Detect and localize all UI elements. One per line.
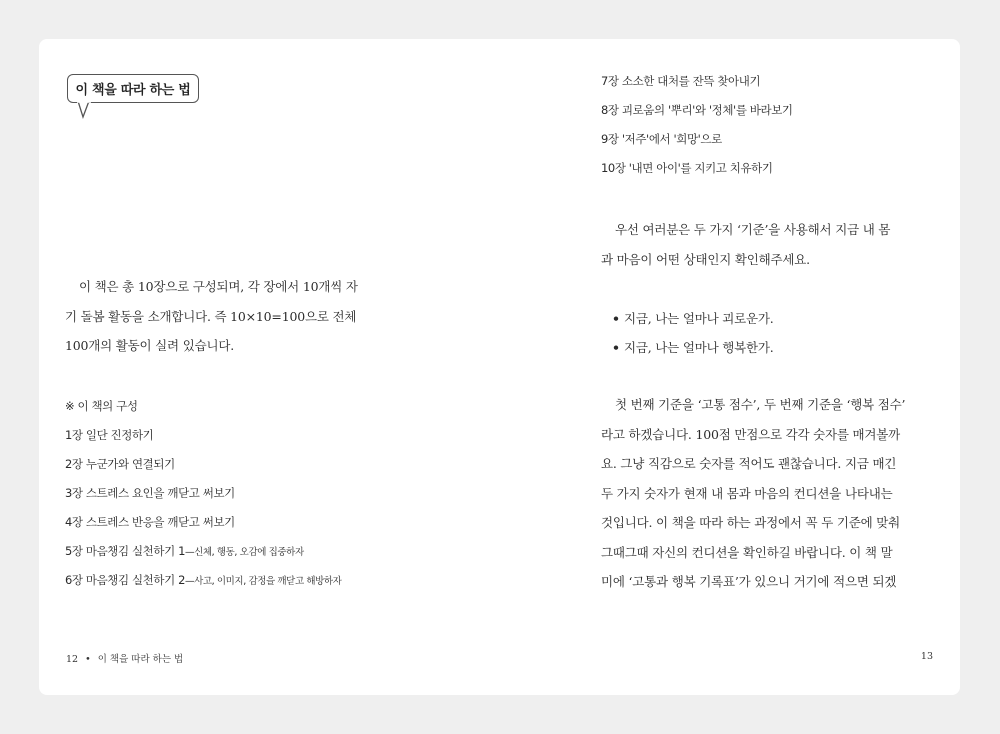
right-page xyxy=(499,39,960,695)
toc-item: 10장 '내면 아이'를 지키고 치유하기 xyxy=(601,161,773,175)
speech-bubble-tail-icon xyxy=(77,101,93,119)
criteria-paragraph: 우선 여러분은 두 가지 ‘기준’을 사용해서 지금 내 몸 과 마음이 어떤 상태인지 확인해주세요. xyxy=(601,222,891,267)
left-page xyxy=(39,39,499,695)
list-item: • 지금, 나는 얼마나 행복한가. xyxy=(612,340,774,355)
footer-left xyxy=(66,651,183,665)
question-list xyxy=(612,304,774,362)
toc-item: 6장 마음챙김 실천하기 2—사고, 이미지, 감정을 깨닫고 해방하자 xyxy=(65,573,342,587)
toc-item: 7장 소소한 대처를 잔뜩 찾아내기 xyxy=(601,74,761,88)
running-title: 이 책을 따라 하는 법 xyxy=(97,654,184,665)
toc-item: 2장 누군가와 연결되기 xyxy=(65,457,175,471)
toc-item: 9장 '저주'에서 '희망'으로 xyxy=(601,132,722,146)
book-spread xyxy=(39,39,960,695)
toc-item: 5장 마음챙김 실천하기 1—신체, 행동, 오감에 집중하자 xyxy=(65,544,304,558)
footer-bullet: • xyxy=(85,654,91,665)
toc-list-right xyxy=(601,67,793,183)
score-paragraph: 첫 번째 기준을 ‘고통 점수’, 두 번째 기준을 ‘행복 점수’ 라고 하겠습니다. 100점 만점으로 각각 숫자를 매겨볼까 요. 그냥 직감으로 숫자를 적어도 괜찮습니다. 지금 매긴 두 가지 숫자가 현재 내 몸과 마음의 컨디션을 나타내는 것입니다. 이 책을 따라 하는 과정에서 꼭 두 기준에 맞춰 그때그때 자신의 컨디션을 확인하길 바랍니다. 이 책 말 미에 ‘고통과 행복 기록표’가 있으니 거기에 적으면 되겠 xyxy=(601,397,906,589)
chapter-tag: 이 책을 따라 하는 법 xyxy=(67,74,199,103)
footer-right xyxy=(921,651,933,662)
toc-heading: ※ 이 책의 구성 xyxy=(65,399,138,413)
intro-paragraph: 이 책은 총 10장으로 구성되며, 각 장에서 10개씩 자 기 돌봄 활동을 소개합니다. 즉 10×10=100으로 전체 100개의 활동이 실려 있습니다. xyxy=(65,279,358,353)
list-item: • 지금, 나는 얼마나 괴로운가. xyxy=(612,311,774,326)
toc-list-left xyxy=(65,392,341,595)
page-number: 13 xyxy=(920,651,933,662)
toc-item: 8장 괴로움의 '뿌리'와 '정체'를 바라보기 xyxy=(601,103,793,117)
page-number: 12 xyxy=(66,654,79,665)
toc-item: 4장 스트레스 반응을 깨닫고 써보기 xyxy=(65,515,235,529)
toc-item: 3장 스트레스 요인을 깨닫고 써보기 xyxy=(65,486,235,500)
toc-item: 1장 일단 진정하기 xyxy=(65,428,154,442)
